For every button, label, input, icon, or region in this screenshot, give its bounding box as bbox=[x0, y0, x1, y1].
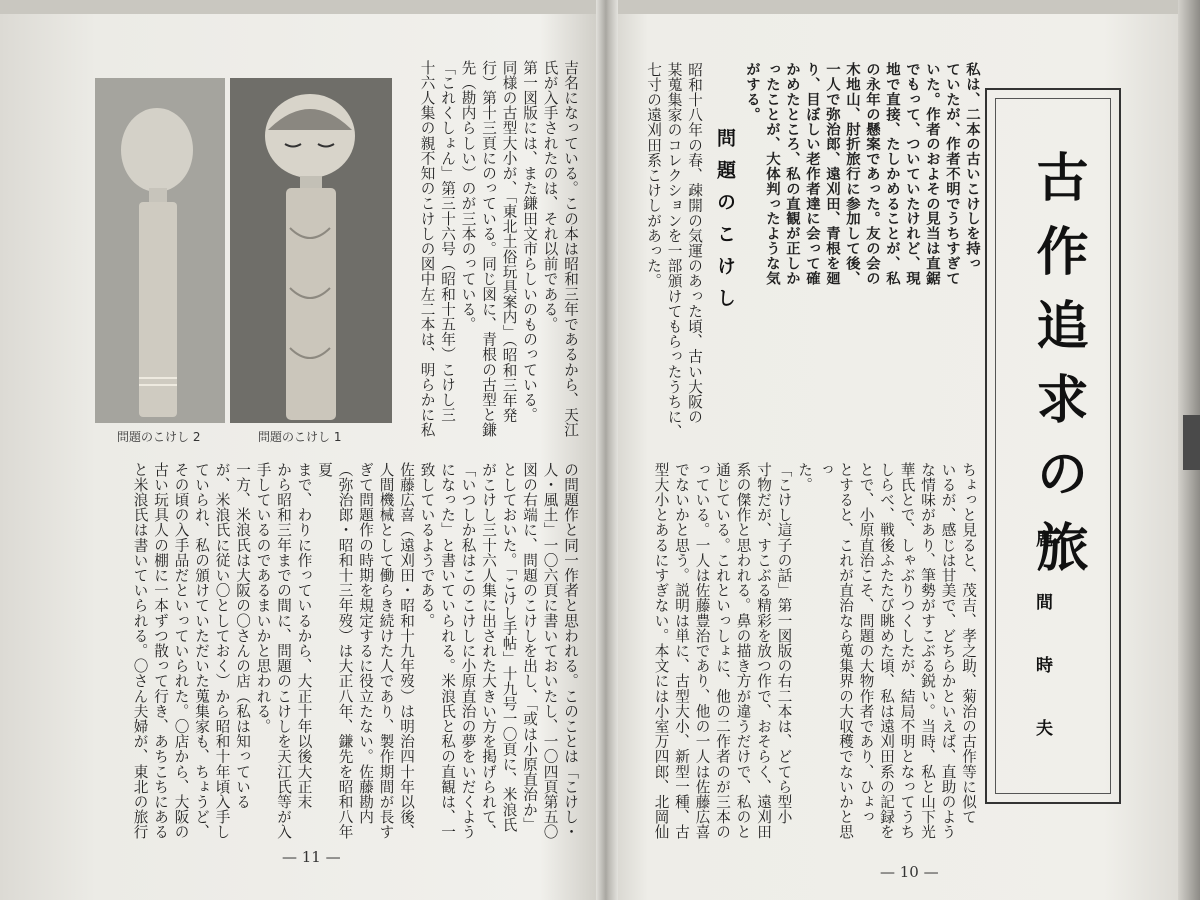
text-line: 七寸の遠刈田系こけしがあった。 bbox=[645, 62, 662, 289]
text-line: 一人で弥治郎、遠刈田、青根を廻 bbox=[824, 62, 840, 286]
text-line: 手しているのであるまいかと思われる。 bbox=[254, 462, 272, 734]
text-line: 「こけし這子の話」第一図版の右二本は、どてら型小 bbox=[775, 462, 793, 825]
page-number-10: — 10 — bbox=[880, 863, 939, 881]
text-line: とすると、これが直治なら蒐集界の大収穫でないかと思っ bbox=[816, 462, 854, 840]
background-object bbox=[1183, 415, 1200, 470]
kokeshi-image-1 bbox=[230, 78, 392, 423]
text-line: た。 bbox=[796, 462, 813, 493]
text-line: り、目ぼしい老作者達に会って確 bbox=[804, 62, 820, 286]
kokeshi-image-2 bbox=[95, 78, 225, 423]
text-line: 第一図版には、また鎌田文市らしいのものっている。 bbox=[521, 60, 538, 423]
left-bottom-text bbox=[131, 462, 580, 852]
text-line: ていたが、作者不明でうちすぎて bbox=[944, 62, 960, 286]
text-line: から昭和三年までの間に、問題のこけしを天江氏等が入 bbox=[275, 462, 292, 840]
page-number-11: — 11 — bbox=[282, 848, 341, 866]
article-title: 古作追求の旅 bbox=[1027, 150, 1087, 594]
text-line: ちょっと見ると、茂吉、孝之助、菊治の古作等に似て bbox=[960, 462, 977, 825]
text-line: 華氏とで、しゃぶりつくしたが、結局不明となってうち bbox=[898, 462, 916, 840]
text-line: 行）第十三頁にのっている。同じ図に、青根の古型と鎌 bbox=[480, 60, 497, 438]
text-line: 人間機械として働らき続けた人であり、製作期間が長す bbox=[377, 462, 395, 840]
text-line: っている。一人は佐藤豊治であり、他の一人は佐藤広喜 bbox=[693, 462, 711, 840]
right-bottom-text bbox=[648, 462, 978, 852]
text-line: とで、小原直治こそ、問題の大物作者であり、ひょっ bbox=[857, 462, 875, 825]
text-line: 吉名になっている。この本は昭和三年であるから、天江 bbox=[562, 60, 579, 438]
text-line: 同様の古型大小が、「東北土俗玩具案内」（昭和三年発 bbox=[500, 60, 518, 423]
text-line: 私は、二本の古いこけしを持っ bbox=[964, 62, 980, 271]
text-line: 通じている。これといっしょに、他の二作者のが三本の bbox=[714, 462, 731, 840]
kokeshi-photo-2 bbox=[95, 78, 225, 423]
text-line: 致しているようである。 bbox=[418, 462, 436, 629]
text-line: が、米浪氏に従い〇としておく）から昭和十年頃入手し bbox=[213, 462, 231, 840]
text-line: しらべ、戦後ふたたび眺めた頃、私は遠刈田系の記録を bbox=[878, 462, 895, 840]
text-line: と米浪氏は書いていられる。〇さん夫婦が、東北の旅行 bbox=[131, 462, 149, 840]
section-heading: 問題のこけし bbox=[714, 128, 736, 320]
kokeshi-photo-1 bbox=[230, 78, 392, 423]
text-line: かめたところ、私の直観が正しか bbox=[784, 62, 800, 286]
text-line: ぎて問題作の時期を規定するに役立たない。佐藤勘内 bbox=[357, 462, 374, 825]
text-line: 「いつしか私はこのこけしに小原直治の夢をいだくよう bbox=[459, 462, 477, 840]
text-line: 型大小とあるにすぎない。本文には小室万四郎、北岡仙 bbox=[652, 462, 670, 840]
text-line: その頃の入手品だといっていられた。〇店から、大阪の bbox=[172, 462, 190, 840]
text-line: でもって、ついていたけれど、現 bbox=[904, 62, 920, 286]
heading-body-text bbox=[640, 62, 704, 452]
text-line: がこけし三十六人集に出された大きい方を掲げられて、 bbox=[480, 462, 497, 840]
text-line: いるが、感じは甘美で、どちらかといえば、直助のよう bbox=[939, 462, 957, 840]
text-line: の永年の懸案であった。友の会の bbox=[864, 62, 880, 286]
text-line: としておいた。「こけし手帖」十九号一〇頁に、米浪氏 bbox=[500, 462, 518, 833]
article-author: 鹿間時夫 bbox=[1032, 530, 1052, 782]
text-line: （弥治郎・昭和十三年歿）は大正八年、鎌先を昭和八年夏 bbox=[316, 462, 354, 840]
text-line: な情味があり、筆勢がすこぶる鋭い。当時、私と山下光 bbox=[919, 462, 936, 840]
photo-caption-2: 問題のこけし 2 bbox=[117, 430, 201, 444]
text-line: 図の右端に、問題のこけしを出し、「或は小原直治か」 bbox=[521, 462, 538, 833]
text-line: 昭和十八年の春、疎開の気運のあった頃、古い大阪の bbox=[686, 62, 703, 425]
intro-text bbox=[740, 62, 982, 422]
photo-caption-1: 問題のこけし 1 bbox=[258, 430, 342, 444]
text-line: 「これくしょん」第三十六号（昭和十五年）こけし三 bbox=[439, 60, 456, 423]
text-line: の問題作と同一作者と思われる。このことは「こけし・ bbox=[562, 462, 579, 840]
text-line: 寸物だが、すこぶる精彩を放つ作で、おそらく、遠刈田 bbox=[755, 462, 772, 840]
text-line: 十六人集の親不知のこけしの図中左二本は、明らかに私 bbox=[418, 60, 436, 438]
text-line: 人・風土」一〇六頁に書いておいたし、一〇四頁第五〇 bbox=[541, 462, 559, 840]
text-line: 古い玩具人の棚に一本ずつ散って行き、あちこちにある bbox=[152, 462, 169, 840]
text-line: 先（勘内らしい）のが三本のっている。 bbox=[459, 60, 477, 332]
text-line: 系の傑作と思われる。鼻の描き方が違うだけで、私のと bbox=[734, 462, 752, 840]
text-line: ていられ、私の頒けていただいた蒐集家も、ちょうど、 bbox=[193, 462, 210, 840]
text-line: でないかと思う。説明は単に、古型大小、新型一種、古 bbox=[673, 462, 690, 840]
left-top-text bbox=[398, 60, 580, 455]
book-gutter bbox=[596, 0, 618, 900]
text-line: 木地山、肘折旅行に参加して後、 bbox=[844, 62, 860, 286]
text-line: 某蒐集家のコレクションを一部頒けてもらったうちに、 bbox=[665, 62, 683, 440]
text-line: になった」と書いていられる。米浪氏と私の直観は、一 bbox=[439, 462, 456, 840]
text-line: 佐藤広喜（遠刈田・昭和十九年歿）は明治四十年以後、 bbox=[398, 462, 415, 840]
text-line: 一方、米浪氏は大阪の〇さんの店（私は知っている bbox=[234, 462, 251, 810]
text-line: いた。作者のおよその見当は直鋸 bbox=[924, 62, 940, 286]
text-line: ったことが、大体判ったような気 bbox=[764, 62, 780, 286]
text-line: まで、わりに作っているから、大正十年以後大正末 bbox=[295, 462, 313, 810]
text-line: 地で直接、たしかめることが、私 bbox=[884, 62, 900, 286]
text-line: 氏が入手されたのは、それ以前である。 bbox=[541, 60, 559, 332]
text-line: がする。 bbox=[744, 62, 760, 122]
